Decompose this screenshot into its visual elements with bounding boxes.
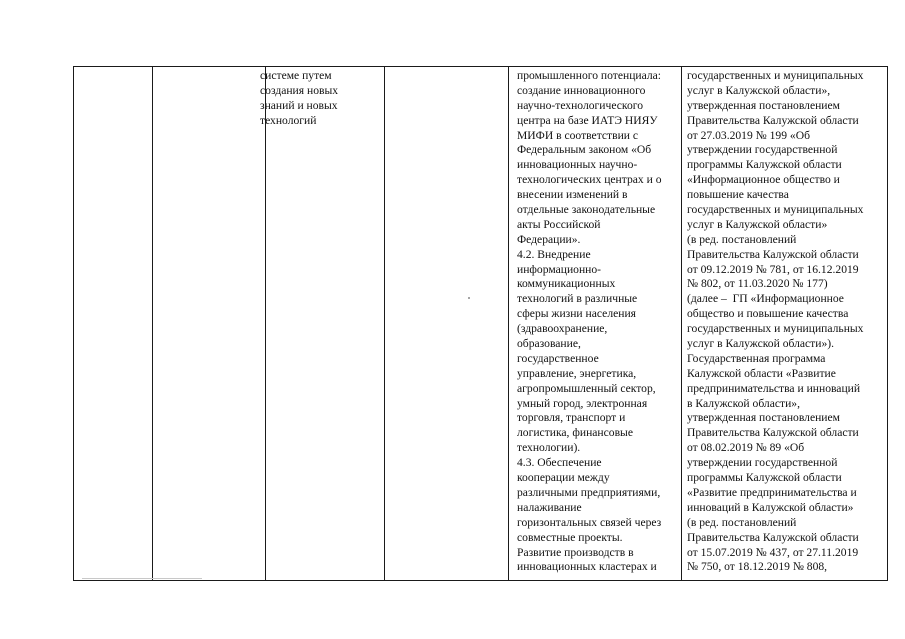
text-line: инновационных научно- — [517, 158, 638, 172]
column-border-5 — [681, 67, 682, 580]
text-line: торговля, транспорт и — [517, 411, 626, 425]
text-line: предпринимательства и инноваций — [687, 381, 861, 395]
text-line: утвержденная постановлением — [687, 98, 840, 112]
text-line: государственных и муниципальных — [687, 322, 864, 336]
program-table — [73, 66, 888, 581]
text-line: Правительства Калужской области — [687, 426, 859, 440]
text-line: системе путем — [260, 69, 332, 82]
text-line: № 750, от 18.12.2019 № 808, — [687, 560, 828, 574]
text-line: (в ред. постановлений — [687, 232, 797, 246]
text-line: создание инновационного — [517, 83, 646, 97]
text-line: «Информационное общество и — [687, 173, 840, 187]
scan-speck — [468, 297, 470, 299]
text-line: технологий в различные — [517, 292, 638, 306]
text-line: (в ред. постановлений — [687, 515, 797, 529]
text-line: агропромышленный сектор, — [517, 381, 656, 395]
text-line: технологии). — [517, 441, 581, 455]
text-line: государственных и муниципальных — [687, 203, 864, 217]
text-line: «Развитие предпринимательства и — [687, 485, 857, 499]
text-line: МИФИ в соответствии с — [517, 128, 639, 142]
text-line: Правительства Калужской области — [687, 530, 859, 544]
text-line: образование, — [517, 337, 581, 351]
text-line: технологий — [260, 113, 317, 127]
text-line: Правительства Калужской области — [687, 113, 859, 127]
text-line: повышение качества — [687, 188, 789, 202]
text-line: управление, энергетика, — [517, 366, 637, 380]
text-line: от 09.12.2019 № 781, от 16.12.2019 — [687, 262, 859, 276]
text-line: инноваций в Калужской области» — [687, 500, 854, 514]
text-line: логистика, финансовые — [517, 426, 633, 440]
text-line: внесении изменений в — [517, 188, 628, 202]
text-line: сферы жизни населения — [517, 307, 636, 321]
text-line: (здравоохранение, — [517, 322, 608, 336]
text-line: утвержденная постановлением — [687, 411, 840, 425]
text-line: технологических центрах и о — [517, 173, 662, 187]
text-line: Развитие производств в — [517, 545, 634, 559]
column-6-cell-text — [687, 69, 863, 575]
text-line: научно-технологического — [517, 98, 644, 112]
column-5-cell-text — [517, 69, 662, 575]
column-border-2 — [265, 67, 266, 580]
text-line: 4.2. Внедрение — [517, 247, 591, 261]
text-line: различными предприятиями, — [517, 485, 661, 499]
text-line: информационно- — [517, 262, 602, 276]
text-line: утверждении государственной — [687, 456, 838, 470]
scan-artifact-line — [82, 578, 202, 579]
text-line: от 27.03.2019 № 199 «Об — [687, 128, 810, 142]
text-line: коммуникационных — [517, 277, 616, 291]
text-line: умный город, электронная — [517, 396, 648, 410]
text-line: от 15.07.2019 № 437, от 27.11.2019 — [687, 545, 859, 559]
text-line: в Калужской области», — [687, 396, 800, 410]
text-line: услуг в Калужской области», — [687, 83, 831, 97]
text-line: центра на базе ИАТЭ НИЯУ — [517, 113, 658, 127]
text-line: № 802, от 11.03.2020 № 177) — [687, 277, 828, 291]
text-line: кооперации между — [517, 471, 610, 485]
text-line: знаний и новых — [260, 98, 338, 112]
text-line: 4.3. Обеспечение — [517, 456, 602, 470]
text-line: совместные проекты. — [517, 530, 623, 544]
text-line: налаживание — [517, 500, 582, 514]
text-line: от 08.02.2019 № 89 «Об — [687, 441, 805, 455]
column-border-3 — [384, 67, 385, 580]
text-line: (далее – ГП «Информационное — [687, 292, 844, 306]
text-line: промышленного потенциала: — [517, 69, 662, 82]
text-line: отдельные законодательные — [517, 203, 656, 217]
text-line: Федеральным законом «Об — [517, 143, 652, 157]
text-line: инновационных кластерах и — [517, 560, 657, 574]
text-line: услуг в Калужской области»). — [687, 337, 835, 351]
text-line: программы Калужской области — [687, 158, 842, 172]
text-line: государственных и муниципальных — [687, 69, 864, 82]
text-line: создания новых — [260, 83, 339, 97]
column-3-cell-text — [260, 69, 338, 129]
text-line: программы Калужской области — [687, 471, 842, 485]
text-line: Правительства Калужской области — [687, 247, 859, 261]
text-line: государственное — [517, 351, 599, 365]
text-line: акты Российской — [517, 217, 601, 231]
text-line: горизонтальных связей через — [517, 515, 662, 529]
text-line: услуг в Калужской области» — [687, 217, 828, 231]
column-border-1 — [152, 67, 153, 580]
text-line: Государственная программа — [687, 351, 826, 365]
text-line: Федерации». — [517, 232, 581, 246]
text-line: утверждении государственной — [687, 143, 838, 157]
column-border-4 — [508, 67, 509, 580]
text-line: общество и повышение качества — [687, 307, 849, 321]
text-line: Калужской области «Развитие — [687, 366, 836, 380]
